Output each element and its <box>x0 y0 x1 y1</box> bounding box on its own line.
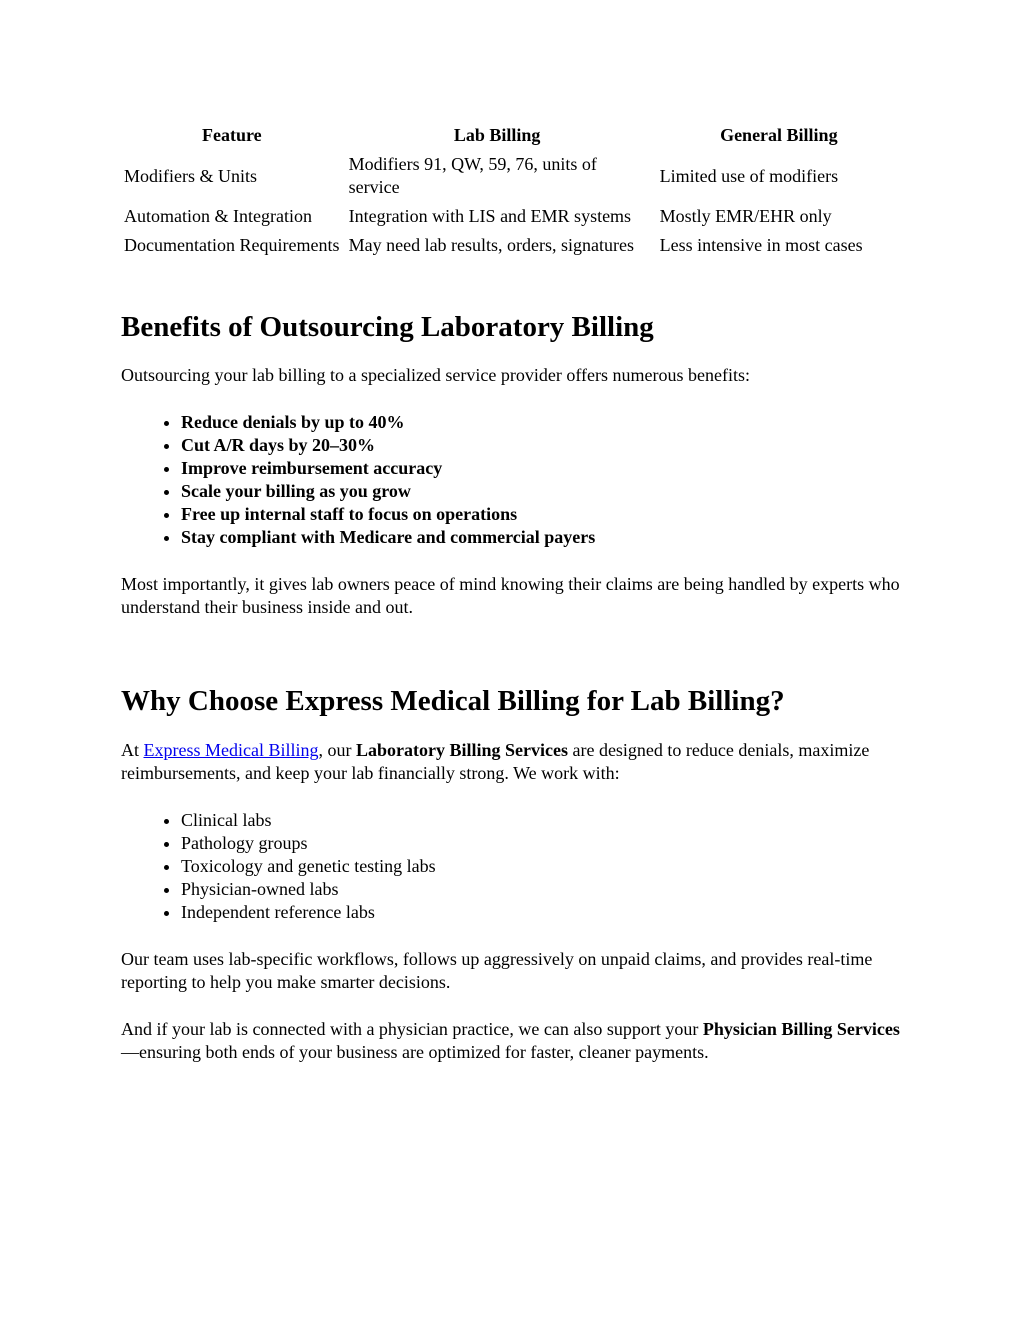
list-item: • Physician-owned labs <box>181 878 901 901</box>
list-item-text: Improve reimbursement accuracy <box>181 458 443 478</box>
benefits-intro: Outsourcing your lab billing to a specialized service provider offers numerous benefits: <box>121 365 750 385</box>
list-item-text: Stay compliant with Medicare and commercial payers <box>181 527 596 547</box>
list-item <box>181 526 901 549</box>
list-item <box>181 411 901 434</box>
list-item-text: Scale your billing as you grow <box>181 481 411 501</box>
list-item: • Pathology groups <box>181 832 901 855</box>
paragraph-bold-text: Physician Billing Services <box>702 1019 900 1039</box>
workflow-paragraph: Our team uses lab-specific workflows, follows up aggressively on unpaid claims, and provides real-time reporting to help you make smarter decisions. <box>121 949 873 992</box>
paragraph-text: And if your lab is connected with a physician practice, we can also support your <box>121 1019 703 1039</box>
table-cell: Automation & Integration <box>124 206 312 226</box>
table-cell: Less intensive in most cases <box>659 235 863 255</box>
list-item: • Clinical labs <box>181 809 901 832</box>
list-item <box>181 503 901 526</box>
intro-text: , our <box>318 740 356 760</box>
benefits-list <box>121 411 901 549</box>
comparison-table <box>121 118 901 260</box>
express-medical-billing-link[interactable]: Express Medical Billing <box>143 740 319 760</box>
lab-types-list <box>121 809 901 924</box>
benefits-heading: Benefits of Outsourcing Laboratory Billing <box>121 311 654 343</box>
benefits-closing: Most importantly, it gives lab owners peace of mind knowing their claims are being handled by experts who understand their business inside and out. <box>121 574 900 617</box>
table-cell: Mostly EMR/EHR only <box>659 206 832 226</box>
table-cell: Modifiers 91, QW, 59, 76, units of service <box>348 154 597 197</box>
list-item: • Independent reference labs <box>181 901 901 924</box>
why-intro <box>121 739 901 785</box>
why-heading: Why Choose Express Medical Billing for Lab Billing? <box>121 685 785 717</box>
table-header-row <box>121 118 901 150</box>
list-item: • Toxicology and genetic testing labs <box>181 855 901 878</box>
list-item <box>181 457 901 480</box>
document-page <box>121 118 901 1064</box>
table-row <box>121 202 901 231</box>
list-item <box>181 434 901 457</box>
paragraph-text: —ensuring both ends of your business are optimized for faster, cleaner payments. <box>121 1042 709 1062</box>
list-item-text: Free up internal staff to focus on operations <box>181 504 518 524</box>
intro-text: At <box>121 740 144 760</box>
table-cell: May need lab results, orders, signatures <box>348 235 635 255</box>
table-header-lab-billing: Lab Billing <box>453 125 541 145</box>
table-row <box>121 150 901 202</box>
table-cell: Documentation Requirements <box>124 235 340 255</box>
intro-bold-text: Laboratory Billing Services <box>355 740 568 760</box>
table-cell: Limited use of modifiers <box>659 165 839 186</box>
table-row <box>121 231 901 260</box>
intro-text: are designed to reduce denials, maximize reimbursements, and keep your lab financially strong. We work with: <box>121 740 870 783</box>
physician-paragraph <box>121 1018 901 1064</box>
table-header-general-billing: General Billing <box>720 125 838 145</box>
list-item-text: Reduce denials by up to 40% <box>181 412 405 432</box>
table-header-feature: Feature <box>201 125 262 145</box>
table-cell: Modifiers & Units <box>124 165 257 186</box>
list-item <box>181 480 901 503</box>
list-item-text: Cut A/R days by 20–30% <box>181 435 376 455</box>
table-cell: Integration with LIS and EMR systems <box>348 206 632 226</box>
